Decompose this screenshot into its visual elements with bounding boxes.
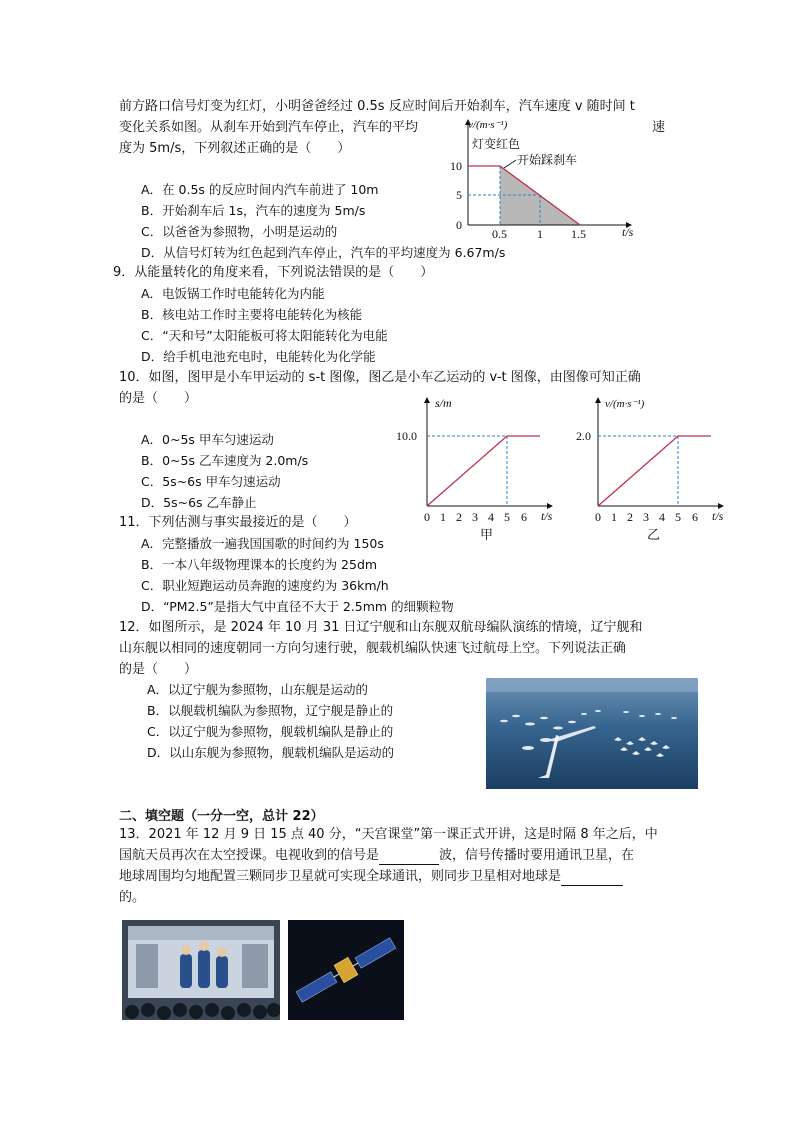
jia-xtick-5: 5 bbox=[504, 510, 510, 524]
q9-option-a: A．电饭锅工作时电能转化为内能 bbox=[141, 286, 325, 301]
jia-y-label: s/m bbox=[435, 396, 452, 410]
carrier-formation-photo bbox=[486, 678, 698, 789]
jia-xtick-1: 1 bbox=[440, 510, 446, 524]
q13-line2 bbox=[119, 847, 634, 865]
q8-brake-leader bbox=[504, 160, 516, 168]
q12-option-d: D．以山东舰为参照物，舰载机编队是运动的 bbox=[147, 745, 395, 760]
q8-xtick-15: 1.5 bbox=[571, 227, 586, 241]
tiangong-classroom-photo bbox=[122, 920, 280, 1020]
yi-caption: 乙 bbox=[647, 527, 661, 542]
jia-line bbox=[427, 436, 540, 506]
q12-stem-line2: 山东舰以相同的速度朝同一方向匀速行驶，舰载机编队快速飞过航母上空。下列说法正确 bbox=[119, 641, 627, 656]
q8-ann-brake: 开始踩刹车 bbox=[517, 153, 578, 167]
q10-option-c: C．5s~6s 甲车匀速运动 bbox=[141, 474, 281, 489]
q12-option-b: B．以舰载机编队为参照物，辽宁舰是静止的 bbox=[147, 703, 394, 718]
yi-x-label: t/s bbox=[712, 509, 724, 523]
q12-stem-line3: 的是（ ） bbox=[119, 662, 198, 677]
q13-line1: 13．2021 年 12 月 9 日 15 点 40 分，“天宫课堂”第一课正式开讲，这是时隔 8 年之后，中 bbox=[119, 827, 658, 842]
section-2-title: 二、填空题（一分一空，总计 22） bbox=[119, 809, 324, 824]
q13-blank-2[interactable] bbox=[561, 872, 623, 886]
q11-option-d: D．“PM2.5”是指大气中直径不大于 2.5mm 的细颗粒物 bbox=[141, 599, 454, 614]
q8-stem-line3: 度为 5m/s，下列叙述正确的是（ ） bbox=[119, 141, 351, 156]
q8-ytick-5: 5 bbox=[456, 188, 462, 202]
yi-line bbox=[598, 436, 711, 506]
q8-y-label: v/(m·s⁻¹) bbox=[468, 119, 508, 131]
q8-ann-red: 灯变红色 bbox=[472, 137, 521, 151]
q8-ytick-10: 10 bbox=[450, 159, 462, 173]
q13-blank-1[interactable] bbox=[379, 851, 439, 865]
q8-option-d: D．从信号灯转为红色起到汽车停止，汽车的平均速度为 6.67m/s bbox=[141, 245, 506, 260]
q13-line3-a: 地球周围均匀地配置三颗同步卫星就可实现全球通讯，则同步卫星相对地球是 bbox=[119, 869, 562, 884]
jia-xtick-6: 6 bbox=[521, 510, 527, 524]
q10-chart-yi bbox=[570, 390, 740, 542]
q8-stem-line1: 前方路口信号灯变为红灯，小明爸爸经过 0.5s 反应时间后开始刹车，汽车速度 v 随时间 t bbox=[119, 99, 635, 114]
jia-x-label: t/s bbox=[541, 509, 553, 523]
q12-option-a: A．以辽宁舰为参照物，山东舰是运动的 bbox=[147, 682, 369, 697]
q11-stem: 11．下列估测与事实最接近的是（ ） bbox=[119, 515, 357, 530]
q9-option-d: D．给手机电池充电时，电能转化为化学能 bbox=[141, 349, 376, 364]
q11-option-c: C．职业短跑运动员奔跑的速度约为 36km/h bbox=[141, 578, 389, 593]
q9-option-c: C．“天和号”太阳能板可将太阳能转化为电能 bbox=[141, 328, 388, 343]
q10-option-b: B．0~5s 乙车速度为 2.0m/s bbox=[141, 453, 309, 468]
yi-xtick-1: 1 bbox=[611, 510, 617, 524]
yi-xtick-0: 0 bbox=[595, 510, 601, 524]
q13-line3 bbox=[119, 868, 623, 886]
jia-xtick-0: 0 bbox=[424, 510, 430, 524]
q8-ytick-0: 0 bbox=[456, 218, 462, 232]
q9-option-b: B．核电站工作时主要将电能转化为核能 bbox=[141, 307, 363, 322]
q13-line2-b: 波，信号传播时要用通讯卫星，在 bbox=[439, 848, 635, 863]
jia-xtick-2: 2 bbox=[456, 510, 462, 524]
q13-line2-a: 国航天员再次在太空授课。电视收到的信号是 bbox=[119, 848, 380, 863]
yi-y-label: v/(m·s⁻¹) bbox=[605, 398, 645, 410]
q8-option-c: C．以爸爸为参照物，小明是运动的 bbox=[141, 224, 338, 239]
yi-xtick-5: 5 bbox=[675, 510, 681, 524]
q13-line4: 的。 bbox=[119, 890, 146, 905]
q8-stem-line2-end: 速 bbox=[652, 120, 666, 135]
q10-option-a: A．0~5s 甲车匀速运动 bbox=[141, 432, 274, 447]
q8-option-b: B．开始刹车后 1s，汽车的速度为 5m/s bbox=[141, 203, 366, 218]
q8-x-label: t/s bbox=[622, 225, 634, 239]
q11-option-a: A．完整播放一遍我国国歌的时间约为 150s bbox=[141, 536, 384, 551]
jia-caption: 甲 bbox=[480, 527, 494, 542]
q9-stem: 9．从能量转化的角度来看，下列说法错误的是（ ） bbox=[113, 265, 434, 280]
jia-xtick-4: 4 bbox=[488, 510, 494, 524]
yi-xtick-4: 4 bbox=[659, 510, 665, 524]
q8-option-a: A．在 0.5s 的反应时间内汽车前进了 10m bbox=[141, 182, 379, 197]
q8-stem-line2: 变化关系如图。从刹车开始到汽车停止，汽车的平均 bbox=[119, 120, 419, 135]
satellite-photo bbox=[288, 920, 404, 1020]
q10-stem-line2: 的是（ ） bbox=[119, 391, 198, 406]
q8-vt-chart bbox=[446, 114, 646, 242]
q10-stem-line1: 10．如图，图甲是小车甲运动的 s-t 图像，图乙是小车乙运动的 v-t 图像，由图像可知正确 bbox=[119, 370, 641, 385]
q11-option-b: B．一本八年级物理课本的长度约为 25dm bbox=[141, 557, 378, 572]
q8-xtick-1: 1 bbox=[537, 227, 543, 241]
yi-y-value: 2.0 bbox=[576, 429, 591, 443]
yi-xtick-6: 6 bbox=[692, 510, 698, 524]
jia-xtick-3: 3 bbox=[472, 510, 478, 524]
q8-xtick-05: 0.5 bbox=[492, 227, 507, 241]
q12-stem-line1: 12．如图所示，是 2024 年 10 月 31 日辽宁舰和山东舰双航母编队演练的情境，辽宁舰和 bbox=[119, 620, 643, 635]
q10-option-d: D．5s~6s 乙车静止 bbox=[141, 495, 257, 510]
yi-xtick-3: 3 bbox=[643, 510, 649, 524]
q12-option-c: C．以辽宁舰为参照物，舰载机编队是静止的 bbox=[147, 724, 394, 739]
q10-chart-jia bbox=[394, 390, 564, 542]
jia-y-value: 10.0 bbox=[396, 429, 417, 443]
yi-xtick-2: 2 bbox=[627, 510, 633, 524]
